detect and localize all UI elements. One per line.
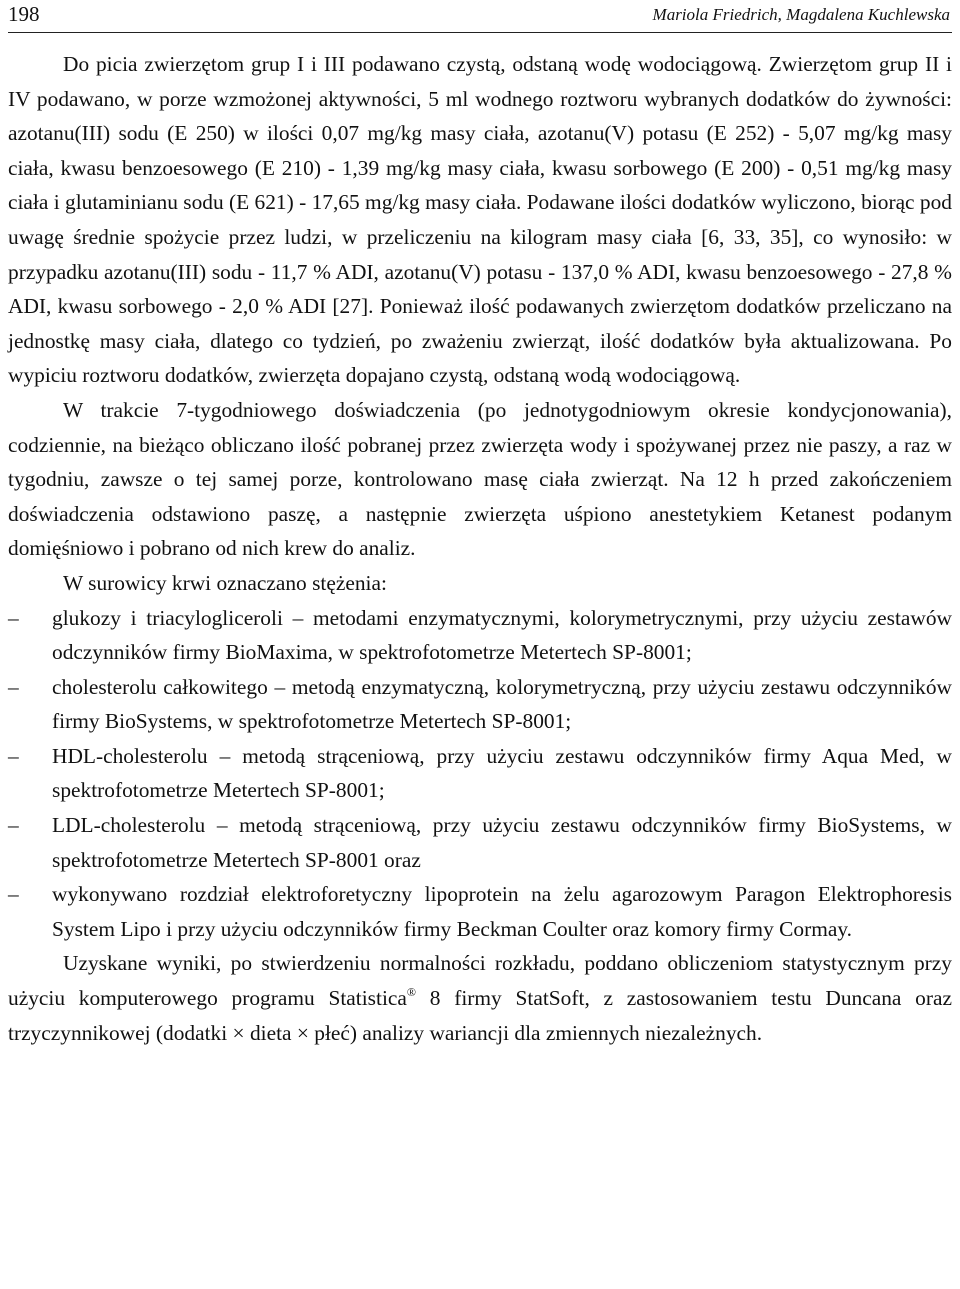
statistics-text-end: 8 firmy StatSoft, z zastosowaniem testu Duncana oraz trzyczynnikowej (dodatki × dieta × płeć) analizy wariancji dla zmiennych niezależnych. bbox=[8, 986, 952, 1045]
page-number: 198 bbox=[8, 2, 40, 26]
list-dash: – bbox=[8, 743, 19, 768]
list-item bbox=[8, 877, 952, 946]
list-dash: – bbox=[8, 674, 19, 699]
list-dash: – bbox=[8, 813, 19, 838]
paragraph-statistics bbox=[8, 946, 952, 1050]
running-header bbox=[8, 0, 952, 33]
list-item-text: LDL-cholesterolu – metodą strąceniową, przy użyciu zestawu odczynników firmy BioSystems, w spektrofotometrze Metertech SP-8001 oraz bbox=[52, 813, 952, 872]
list-item bbox=[8, 601, 952, 670]
list-item-text: cholesterolu całkowitego – metodą enzymatyczną, kolorymetryczną, przy użyciu zestawu odczynników firmy BioSystems, w spektrofotometrze Metertech SP-8001; bbox=[52, 674, 952, 734]
list-dash: – bbox=[8, 605, 19, 630]
methods-list bbox=[8, 601, 952, 947]
paragraph-serum-intro: W surowicy krwi oznaczano stężenia: bbox=[63, 570, 387, 595]
paragraph-feeding: Do picia zwierzętom grup I i III podawano czystą, odstaną wodę wodociągową. Zwierzętom grup II i IV podawano, w porze wzmożonej aktywności, 5 ml wodnego roztworu wybranych dodatków do żywności: azotanu(III) sodu (E 250) w ilości 0,07 mg/kg masy ciała, azotanu(V) potasu (E 252) - 5,07 mg/kg masy ciała, kwasu benzoesowego (E 210) - 1,39 mg/kg masy ciała, kwasu sorbowego (E 200) - 0,51 mg/kg masy ciała i glutaminianu sodu (E 621) - 17,65 mg/kg masy ciała. Podawane ilości dodatków wyliczono, biorąc pod uwagę średnie spożycie przez ludzi, w przeliczeniu na kilogram masy ciała [6, 33, 35], co wynosiło: w przypadku azotanu(III) sodu - 11,7 % ADI, azotanu(V) potasu - 137,0 % ADI, kwasu benzoesowego - 27,8 % ADI, kwasu sorbowego - 2,0 % ADI [27]. Ponieważ ilość podawanych zwierzętom dodatków przeliczano na jednostkę masy ciała, dlatego co tydzień, po zważeniu zwierząt, ilość dodatków była aktualizowana. Po wypiciu roztworu dodatków, zwierzęta dopajano czystą, odstaną wodą wodociągową. bbox=[8, 52, 952, 388]
running-header-authors: Mariola Friedrich, Magdalena Kuchlewska bbox=[652, 5, 950, 24]
paragraph-experiment-course: W trakcie 7-tygodniowego doświadczenia (po jednotygodniowym okresie kondycjonowania), codziennie, na bieżąco obliczano ilość pobranej przez zwierzęta wody i spożywanej przez nie paszy, a raz w tygodniu, zawsze o tej samej porze, kontrolowano masę ciała zwierząt. Na 12 h przed zakończeniem doświadczenia odstawiono paszę, a następnie zwierzęta uśpiono anestetykiem Ketanest podanym domięśniowo i pobrano od nich krew do analiz. bbox=[8, 397, 952, 561]
list-item-text: HDL-cholesterolu – metodą strąceniową, przy użyciu zestawu odczynników firmy Aqua Med, w spektrofotometrze Metertech SP-8001; bbox=[52, 743, 952, 803]
statistics-text-start: Uzyskane wyniki, po stwierdzeniu normalności rozkładu, poddano obliczeniom statystycznym przy użyciu komputerowego programu Statistica bbox=[8, 951, 952, 1011]
registered-mark: ® bbox=[406, 985, 417, 1000]
list-item bbox=[8, 670, 952, 739]
list-item-text: wykonywano rozdział elektroforetyczny lipoprotein na żelu agarozowym Paragon Elektrophoresis System Lipo i przy użyciu odczynników firmy Beckman Coulter oraz komory firmy Cormay. bbox=[52, 882, 952, 941]
list-item bbox=[8, 808, 952, 877]
list-dash: – bbox=[8, 882, 19, 907]
body-text bbox=[8, 47, 952, 1050]
list-item-text: glukozy i triacylogliceroli – metodami enzymatycznymi, kolorymetrycznymi, przy użyciu zestawów odczynników firmy BioMaxima, w spektrofotometrze Metertech SP-8001; bbox=[52, 605, 952, 665]
list-item bbox=[8, 739, 952, 808]
